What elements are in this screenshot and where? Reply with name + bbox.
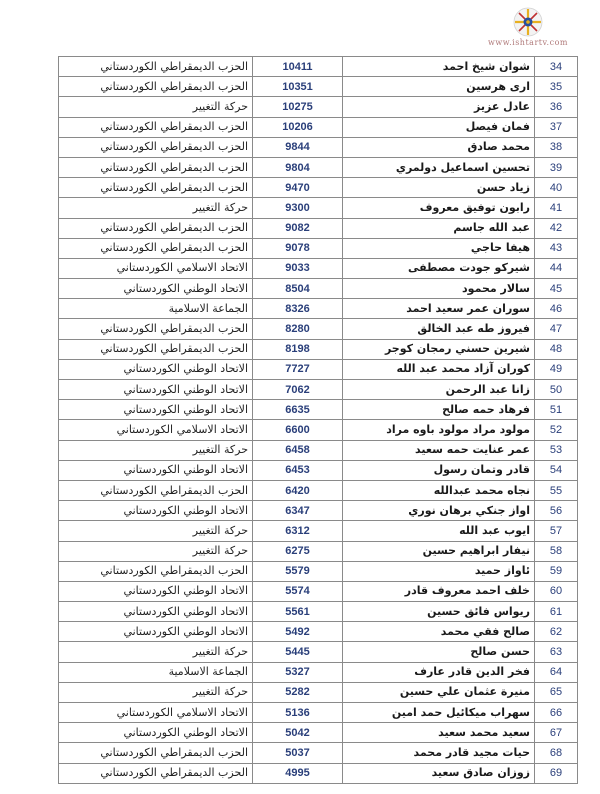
table-row	[59, 400, 578, 420]
candidate-name-cell: حسن صالح	[343, 642, 535, 662]
table-row	[59, 541, 578, 561]
votes-cell: 5042	[253, 723, 343, 743]
candidate-name-cell: فرهاد حمه صالح	[343, 400, 535, 420]
candidate-name-cell: عبد الله جاسم	[343, 218, 535, 238]
table-row	[59, 299, 578, 319]
row-number-cell: 40	[535, 178, 578, 198]
logo-caption: www.ishtartv.com	[488, 38, 568, 47]
votes-cell: 10206	[253, 117, 343, 137]
candidate-name-cell: تحسين اسماعيل دولمري	[343, 157, 535, 177]
candidate-name-cell: قادر وتمان رسول	[343, 460, 535, 480]
table-row	[59, 662, 578, 682]
votes-cell: 7062	[253, 380, 343, 400]
candidate-name-cell: حيات مجيد قادر محمد	[343, 743, 535, 763]
party-cell: الحزب الديمقراطي الكوردستاني	[59, 763, 253, 783]
party-cell: الاتحاد الاسلامي الكوردستاني	[59, 703, 253, 723]
votes-cell: 6275	[253, 541, 343, 561]
table-row	[59, 723, 578, 743]
table-row	[59, 57, 578, 77]
row-number-cell: 55	[535, 480, 578, 500]
table-row	[59, 521, 578, 541]
party-cell: الاتحاد الوطني الكوردستاني	[59, 380, 253, 400]
party-cell: الاتحاد الوطني الكوردستاني	[59, 501, 253, 521]
table-row	[59, 440, 578, 460]
table-row	[59, 642, 578, 662]
candidate-name-cell: ارى هرسين	[343, 77, 535, 97]
party-cell: حركة التغيير	[59, 198, 253, 218]
party-cell: الاتحاد الوطني الكوردستاني	[59, 400, 253, 420]
votes-cell: 6420	[253, 480, 343, 500]
table-row	[59, 602, 578, 622]
table-row	[59, 218, 578, 238]
votes-cell: 5579	[253, 561, 343, 581]
party-cell: الاتحاد الوطني الكوردستاني	[59, 723, 253, 743]
row-number-cell: 61	[535, 602, 578, 622]
party-cell: الحزب الديمقراطي الكوردستاني	[59, 218, 253, 238]
table-row	[59, 258, 578, 278]
candidate-name-cell: صالح فقي محمد	[343, 622, 535, 642]
table-row	[59, 319, 578, 339]
party-cell: حركة التغيير	[59, 642, 253, 662]
row-number-cell: 45	[535, 279, 578, 299]
party-cell: حركة التغيير	[59, 97, 253, 117]
party-cell: حركة التغيير	[59, 541, 253, 561]
candidate-name-cell: فخر الدين قادر عارف	[343, 662, 535, 682]
votes-cell: 9844	[253, 137, 343, 157]
party-cell: الاتحاد الوطني الكوردستاني	[59, 581, 253, 601]
table-row	[59, 339, 578, 359]
row-number-cell: 34	[535, 57, 578, 77]
candidate-name-cell: نجاه محمد عبدالله	[343, 480, 535, 500]
row-number-cell: 37	[535, 117, 578, 137]
party-cell: الحزب الديمقراطي الكوردستاني	[59, 238, 253, 258]
party-cell: الحزب الديمقراطي الكوردستاني	[59, 137, 253, 157]
party-cell: الاتحاد الاسلامي الكوردستاني	[59, 420, 253, 440]
table-row	[59, 279, 578, 299]
candidate-name-cell: زانا عبد الرحمن	[343, 380, 535, 400]
row-number-cell: 54	[535, 460, 578, 480]
row-number-cell: 58	[535, 541, 578, 561]
votes-cell: 6635	[253, 400, 343, 420]
table-row	[59, 703, 578, 723]
candidate-name-cell: كوران آزاد محمد عبد الله	[343, 359, 535, 379]
votes-cell: 5037	[253, 743, 343, 763]
row-number-cell: 64	[535, 662, 578, 682]
table-row	[59, 137, 578, 157]
candidate-name-cell: سهراب ميكائيل حمد امين	[343, 703, 535, 723]
party-cell: الحزب الديمقراطي الكوردستاني	[59, 117, 253, 137]
votes-cell: 4995	[253, 763, 343, 783]
party-cell: الحزب الديمقراطي الكوردستاني	[59, 319, 253, 339]
table-row	[59, 501, 578, 521]
row-number-cell: 66	[535, 703, 578, 723]
row-number-cell: 44	[535, 258, 578, 278]
row-number-cell: 69	[535, 763, 578, 783]
votes-cell: 10411	[253, 57, 343, 77]
party-cell: الاتحاد الوطني الكوردستاني	[59, 622, 253, 642]
votes-cell: 10351	[253, 77, 343, 97]
candidate-name-cell: سعيد محمد سعيد	[343, 723, 535, 743]
row-number-cell: 56	[535, 501, 578, 521]
table-row	[59, 622, 578, 642]
row-number-cell: 49	[535, 359, 578, 379]
row-number-cell: 53	[535, 440, 578, 460]
row-number-cell: 51	[535, 400, 578, 420]
party-cell: الاتحاد الوطني الكوردستاني	[59, 602, 253, 622]
votes-cell: 9078	[253, 238, 343, 258]
row-number-cell: 39	[535, 157, 578, 177]
row-number-cell: 46	[535, 299, 578, 319]
table-row	[59, 581, 578, 601]
results-table	[58, 56, 578, 784]
row-number-cell: 59	[535, 561, 578, 581]
table-row	[59, 743, 578, 763]
candidate-name-cell: شيركو جودت مصطفى	[343, 258, 535, 278]
row-number-cell: 60	[535, 581, 578, 601]
row-number-cell: 38	[535, 137, 578, 157]
candidate-name-cell: ايوب عبد الله	[343, 521, 535, 541]
row-number-cell: 48	[535, 339, 578, 359]
candidate-name-cell: سوران عمر سعيد احمد	[343, 299, 535, 319]
table-row	[59, 359, 578, 379]
row-number-cell: 63	[535, 642, 578, 662]
votes-cell: 8326	[253, 299, 343, 319]
candidate-name-cell: ريواس فائق حسين	[343, 602, 535, 622]
table-row	[59, 420, 578, 440]
candidate-name-cell: رابون توفيق معروف	[343, 198, 535, 218]
candidate-name-cell: زياد حسن	[343, 178, 535, 198]
votes-cell: 5327	[253, 662, 343, 682]
party-cell: الاتحاد الوطني الكوردستاني	[59, 279, 253, 299]
votes-cell: 6312	[253, 521, 343, 541]
candidate-name-cell: خلف احمد معروف قادر	[343, 581, 535, 601]
votes-cell: 8280	[253, 319, 343, 339]
party-cell: حركة التغيير	[59, 440, 253, 460]
party-cell: الجماعة الاسلامية	[59, 662, 253, 682]
candidate-name-cell: هيفا حاجي	[343, 238, 535, 258]
table-row	[59, 380, 578, 400]
party-cell: الحزب الديمقراطي الكوردستاني	[59, 561, 253, 581]
votes-cell: 10275	[253, 97, 343, 117]
table-row	[59, 480, 578, 500]
row-number-cell: 41	[535, 198, 578, 218]
candidate-name-cell: اواز جنكي برهان نوري	[343, 501, 535, 521]
party-cell: الحزب الديمقراطي الكوردستاني	[59, 743, 253, 763]
row-number-cell: 43	[535, 238, 578, 258]
party-cell: حركة التغيير	[59, 682, 253, 702]
candidate-name-cell: ئاواز حميد	[343, 561, 535, 581]
votes-cell: 6347	[253, 501, 343, 521]
votes-cell: 9804	[253, 157, 343, 177]
votes-cell: 5492	[253, 622, 343, 642]
candidate-name-cell: شوان شيخ احمد	[343, 57, 535, 77]
votes-cell: 8504	[253, 279, 343, 299]
candidate-name-cell: فمان فيصل	[343, 117, 535, 137]
table-row	[59, 77, 578, 97]
candidate-name-cell: مولود مراد مولود باوه مراد	[343, 420, 535, 440]
votes-cell: 6453	[253, 460, 343, 480]
table-row	[59, 460, 578, 480]
row-number-cell: 67	[535, 723, 578, 743]
table-row	[59, 178, 578, 198]
party-cell: الحزب الديمقراطي الكوردستاني	[59, 57, 253, 77]
votes-cell: 5561	[253, 602, 343, 622]
candidate-name-cell: عادل عزيز	[343, 97, 535, 117]
candidate-name-cell: فيروز طه عبد الخالق	[343, 319, 535, 339]
row-number-cell: 57	[535, 521, 578, 541]
votes-cell: 5282	[253, 682, 343, 702]
party-cell: حركة التغيير	[59, 521, 253, 541]
candidate-name-cell: محمد صادق	[343, 137, 535, 157]
candidate-name-cell: عمر عنايت حمه سعيد	[343, 440, 535, 460]
table-row	[59, 117, 578, 137]
candidate-name-cell: منيرة عثمان علي حسين	[343, 682, 535, 702]
votes-cell: 7727	[253, 359, 343, 379]
votes-cell: 6458	[253, 440, 343, 460]
table-row	[59, 561, 578, 581]
table-row	[59, 157, 578, 177]
party-cell: الاتحاد الاسلامي الكوردستاني	[59, 258, 253, 278]
votes-cell: 5136	[253, 703, 343, 723]
row-number-cell: 62	[535, 622, 578, 642]
votes-cell: 9300	[253, 198, 343, 218]
votes-cell: 5574	[253, 581, 343, 601]
results-table-body	[59, 57, 578, 784]
votes-cell: 9033	[253, 258, 343, 278]
row-number-cell: 47	[535, 319, 578, 339]
candidate-name-cell: سالار محمود	[343, 279, 535, 299]
party-cell: الحزب الديمقراطي الكوردستاني	[59, 339, 253, 359]
table-row	[59, 763, 578, 783]
party-cell: الحزب الديمقراطي الكوردستاني	[59, 157, 253, 177]
row-number-cell: 65	[535, 682, 578, 702]
table-row	[59, 682, 578, 702]
party-cell: الجماعة الاسلامية	[59, 299, 253, 319]
table-row	[59, 238, 578, 258]
party-cell: الحزب الديمقراطي الكوردستاني	[59, 77, 253, 97]
row-number-cell: 42	[535, 218, 578, 238]
party-cell: الاتحاد الوطني الكوردستاني	[59, 359, 253, 379]
votes-cell: 8198	[253, 339, 343, 359]
candidate-name-cell: شيرين حسني رمجان كوجر	[343, 339, 535, 359]
votes-cell: 6600	[253, 420, 343, 440]
candidate-name-cell: زوزان صادق سعيد	[343, 763, 535, 783]
party-cell: الحزب الديمقراطي الكوردستاني	[59, 480, 253, 500]
party-cell: الحزب الديمقراطي الكوردستاني	[59, 178, 253, 198]
votes-cell: 5445	[253, 642, 343, 662]
row-number-cell: 68	[535, 743, 578, 763]
table-row	[59, 198, 578, 218]
party-cell: الاتحاد الوطني الكوردستاني	[59, 460, 253, 480]
votes-cell: 9082	[253, 218, 343, 238]
row-number-cell: 50	[535, 380, 578, 400]
row-number-cell: 36	[535, 97, 578, 117]
table-row	[59, 97, 578, 117]
votes-cell: 9470	[253, 178, 343, 198]
candidate-name-cell: نيفار ابراهيم حسين	[343, 541, 535, 561]
row-number-cell: 35	[535, 77, 578, 97]
row-number-cell: 52	[535, 420, 578, 440]
